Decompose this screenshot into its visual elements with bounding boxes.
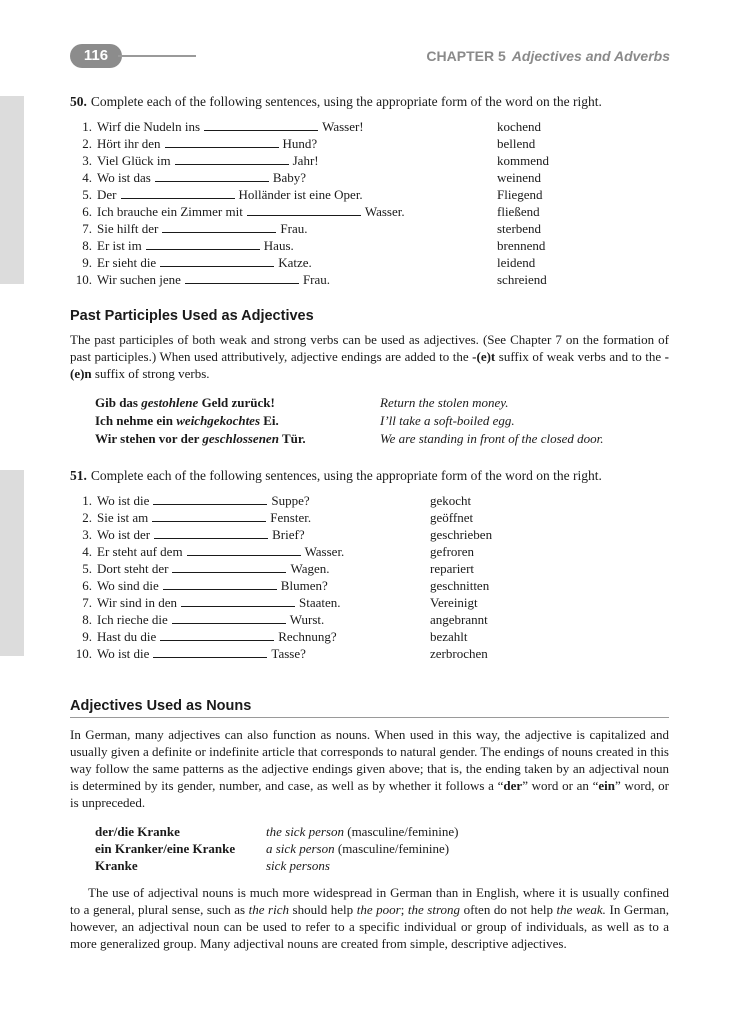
pp-example-english: We are standing in front of the closed door. (380, 431, 604, 446)
item-number: 8. (82, 238, 92, 253)
item-prefix: Dort steht der (97, 561, 169, 576)
pp-de-pre: Ich nehme ein (95, 413, 177, 428)
answer-blank[interactable] (121, 187, 235, 199)
exercise-item (72, 118, 364, 135)
an-example-german: der/die Kranke (95, 824, 180, 839)
item-number: 5. (82, 561, 92, 576)
item-word: geschrieben (430, 527, 493, 542)
item-suffix: Frau. (302, 272, 331, 287)
answer-blank[interactable] (153, 646, 267, 658)
an-en-em: the sick person (266, 824, 344, 839)
item-suffix: Haus. (263, 238, 294, 253)
item-word: schreiend (497, 272, 547, 287)
adjectives-nouns-paragraph-2 (70, 884, 669, 952)
item-word: gefroren (430, 544, 475, 559)
item-word: bellend (497, 136, 536, 151)
pp-de-participle: weichgekochtes (176, 413, 261, 428)
pp-de-post: Geld zurück! (198, 395, 275, 410)
item-number: 7. (82, 595, 92, 610)
item-prefix: Wo sind die (97, 578, 159, 593)
item-prefix: Sie ist am (97, 510, 149, 525)
item-suffix: Frau. (280, 221, 308, 236)
item-prefix: Wo ist der (97, 527, 151, 542)
item-suffix: Staaten. (299, 595, 341, 610)
pp-example-english: Return the stolen money. (380, 395, 509, 410)
item-word: repariert (430, 561, 475, 576)
item-prefix: Hast du die (97, 629, 157, 644)
exercise-item (72, 220, 307, 237)
exercise-item (72, 560, 330, 577)
answer-blank[interactable] (247, 204, 361, 216)
item-prefix: Er steht auf dem (97, 544, 183, 559)
answer-blank[interactable] (185, 272, 299, 284)
an-en-rest: (masculine/feminine) (343, 824, 459, 839)
item-word: Vereinigt (430, 595, 478, 610)
item-suffix: Jahr! (292, 153, 319, 168)
item-number: 4. (82, 170, 92, 185)
answer-blank[interactable] (204, 119, 318, 131)
an2-strong: the strong (407, 902, 461, 917)
pp-text-c: suffix of strong verbs. (94, 366, 210, 381)
exercise-item (72, 186, 363, 203)
exercise-item (72, 577, 328, 594)
item-number: 6. (82, 204, 92, 219)
item-number: 2. (82, 510, 92, 525)
exercise-item (72, 135, 317, 152)
an2-c: ; (400, 902, 408, 917)
item-word: gekocht (430, 493, 472, 508)
item-word: kochend (497, 119, 542, 134)
answer-blank[interactable] (152, 510, 266, 522)
exercise-item (72, 611, 324, 628)
an-example-german: Kranke (95, 858, 138, 873)
page-number: 116 (70, 44, 122, 68)
item-word: leidend (497, 255, 536, 270)
answer-blank[interactable] (172, 612, 286, 624)
section-title-adjectives-nouns: Adjectives Used as Nouns (70, 698, 252, 714)
answer-blank[interactable] (153, 493, 267, 505)
exercise-item (72, 509, 311, 526)
item-prefix: Er ist im (97, 238, 142, 253)
exercise-51-text: Complete each of the following sentences, using the appropriate form of the word on the right. (90, 468, 602, 483)
answer-blank[interactable] (187, 544, 301, 556)
exercise-51-number: 51. (70, 468, 87, 483)
exercise-item (72, 203, 405, 220)
item-prefix: Sie hilft der (97, 221, 159, 236)
pp-de-post: Tür. (278, 431, 306, 446)
exercise-item (72, 237, 294, 254)
an-en-rest: (masculine/feminine) (334, 841, 450, 856)
item-prefix: Viel Glück im (97, 153, 171, 168)
answer-blank[interactable] (181, 595, 295, 607)
section-title-past-participles: Past Participles Used as Adjectives (70, 308, 314, 324)
exercise-item (72, 543, 344, 560)
exercise-item (72, 594, 341, 611)
an-ein-word: ein (598, 778, 616, 793)
item-word: geschnitten (430, 578, 490, 593)
item-word: Fliegend (497, 187, 543, 202)
item-number: 3. (82, 153, 92, 168)
pp-example-english: I’ll take a soft-boiled egg. (380, 413, 515, 428)
an-text-b: ” word or an “ (522, 778, 599, 793)
header-rule (118, 55, 196, 57)
an-der-word: der (503, 778, 523, 793)
exercise-50-instruction (70, 94, 602, 110)
item-suffix: Brief? (272, 527, 305, 542)
answer-blank[interactable] (155, 170, 269, 182)
item-number: 1. (82, 493, 92, 508)
item-suffix: Katze. (278, 255, 312, 270)
an2-e: In German, however, an adjectival noun can be used to refer to a specific individual or group of individuals, as well as to a more generalized group. Many adjectival nouns are created from simple, descriptive adjectives. (70, 902, 669, 951)
exercise-50-number: 50. (70, 94, 87, 109)
item-suffix: Baby? (272, 170, 307, 185)
an2-weak: the weak. (556, 902, 606, 917)
item-number: 10. (75, 272, 92, 287)
item-word: bezahlt (430, 629, 468, 644)
pp-de-pre: Gib das (95, 395, 142, 410)
an2-a: The use of adjectival nouns is much more widespread in German than in English, where it is usually confined to a general, plural sense, such as (70, 885, 669, 917)
answer-blank[interactable] (175, 153, 289, 165)
pp-example-german (95, 394, 275, 411)
answer-blank[interactable] (165, 136, 279, 148)
pp-example-german (95, 412, 279, 429)
pp-de-participle: gestohlene (141, 395, 199, 410)
item-number: 10. (75, 646, 92, 661)
item-suffix: Wurst. (289, 612, 325, 627)
pp-text-a: The past participles of both weak and strong verbs can be used as adjectives. (See Chapter 7 on the formation of past participles.) When used attributively, adjective endings are added to the (70, 332, 669, 364)
pp-de-participle: geschlossenen (202, 431, 279, 446)
exercise-51-instruction (70, 468, 602, 484)
item-number: 7. (82, 221, 92, 236)
item-number: 1. (82, 119, 92, 134)
an-example-english (266, 857, 330, 874)
item-prefix: Ich brauche ein Zimmer mit (97, 204, 243, 219)
an-example-german: ein Kranker/eine Kranke (95, 841, 236, 856)
past-participles-paragraph (70, 331, 669, 382)
an2-rich: the rich (248, 902, 289, 917)
an-text-a: In German, many adjectives can also function as nouns. When used in this way, the adjective is capitalized and usually given a definite or indefinite article that corresponds to natural gender. The endings of nouns created in this way follow the same patterns as the adjective endings given above; that is, the ending taken by an adjectival noun is determined by its gender, number, and case, as well as by whether it follows a “ (70, 727, 669, 793)
answer-blank[interactable] (163, 578, 277, 590)
item-suffix: Tasse? (271, 646, 306, 661)
answer-blank[interactable] (160, 255, 274, 267)
item-suffix: Suppe? (271, 493, 310, 508)
exercise-50-text: Complete each of the following sentences, using the appropriate form of the word on the right. (90, 94, 602, 109)
an-example-english (266, 823, 458, 840)
an-example-english (266, 840, 449, 857)
item-suffix: Wagen. (290, 561, 330, 576)
an2-poor: the poor (356, 902, 401, 917)
an-en-em: a sick person (266, 841, 335, 856)
exercise-item (72, 628, 337, 645)
exercise-item (72, 169, 306, 186)
pp-suffix-weak: -(e)t (472, 349, 496, 364)
item-prefix: Wir sind in den (97, 595, 177, 610)
item-number: 2. (82, 136, 92, 151)
pp-suffix-strong: -(e)n (70, 349, 669, 381)
item-prefix: Wirf die Nudeln ins (97, 119, 201, 134)
item-word: kommend (497, 153, 549, 168)
side-tab-upper (0, 96, 24, 284)
item-prefix: Ich rieche die (97, 612, 168, 627)
item-number: 5. (82, 187, 92, 202)
answer-blank[interactable] (160, 629, 274, 641)
item-suffix: Hund? (282, 136, 318, 151)
item-suffix: Blumen? (280, 578, 328, 593)
adjectives-nouns-paragraph-1 (70, 726, 669, 811)
answer-blank[interactable] (172, 561, 286, 573)
item-prefix: Der (97, 187, 117, 202)
item-suffix: Holländer ist eine Oper. (238, 187, 363, 202)
answer-blank[interactable] (146, 238, 260, 250)
exercise-item (72, 492, 310, 509)
item-number: 9. (82, 255, 92, 270)
item-suffix: Rechnung? (278, 629, 337, 644)
answer-blank[interactable] (154, 527, 268, 539)
section-rule (70, 717, 669, 718)
exercise-item (72, 271, 330, 288)
an-en-em: sick persons (266, 858, 330, 873)
pp-de-pre: Wir stehen vor der (95, 431, 203, 446)
exercise-item (72, 152, 319, 169)
item-word: zerbrochen (430, 646, 488, 661)
an2-b: should help (289, 902, 357, 917)
pp-de-post: Ei. (260, 413, 279, 428)
item-prefix: Wo ist das (97, 170, 151, 185)
item-suffix: Wasser. (304, 544, 345, 559)
an2-d: often do not help (460, 902, 557, 917)
item-suffix: Wasser. (364, 204, 405, 219)
item-word: fließend (497, 204, 540, 219)
item-prefix: Er sieht die (97, 255, 157, 270)
exercise-item (72, 254, 312, 271)
pp-text-b: suffix of weak verbs and to the (498, 349, 662, 364)
chapter-title: Adjectives and Adverbs (511, 48, 670, 64)
item-word: sterbend (497, 221, 542, 236)
running-head (426, 48, 670, 64)
pp-example-german (95, 430, 306, 447)
item-prefix: Wo ist die (97, 493, 150, 508)
side-tab-lower (0, 470, 24, 656)
item-word: geöffnet (430, 510, 474, 525)
item-number: 4. (82, 544, 92, 559)
item-number: 6. (82, 578, 92, 593)
an-text-c: ” word, or is unpreceded. (70, 778, 670, 810)
item-suffix: Fenster. (270, 510, 312, 525)
answer-blank[interactable] (162, 221, 276, 233)
exercise-item (72, 645, 306, 662)
chapter-label: CHAPTER 5 (426, 48, 506, 64)
item-word: brennend (497, 238, 546, 253)
exercise-item (72, 526, 305, 543)
item-prefix: Hört ihr den (97, 136, 161, 151)
item-word: angebrannt (430, 612, 488, 627)
item-prefix: Wo ist die (97, 646, 150, 661)
item-prefix: Wir suchen jene (97, 272, 181, 287)
item-number: 3. (82, 527, 92, 542)
item-number: 9. (82, 629, 92, 644)
item-word: weinend (497, 170, 542, 185)
item-suffix: Wasser! (322, 119, 364, 134)
item-number: 8. (82, 612, 92, 627)
